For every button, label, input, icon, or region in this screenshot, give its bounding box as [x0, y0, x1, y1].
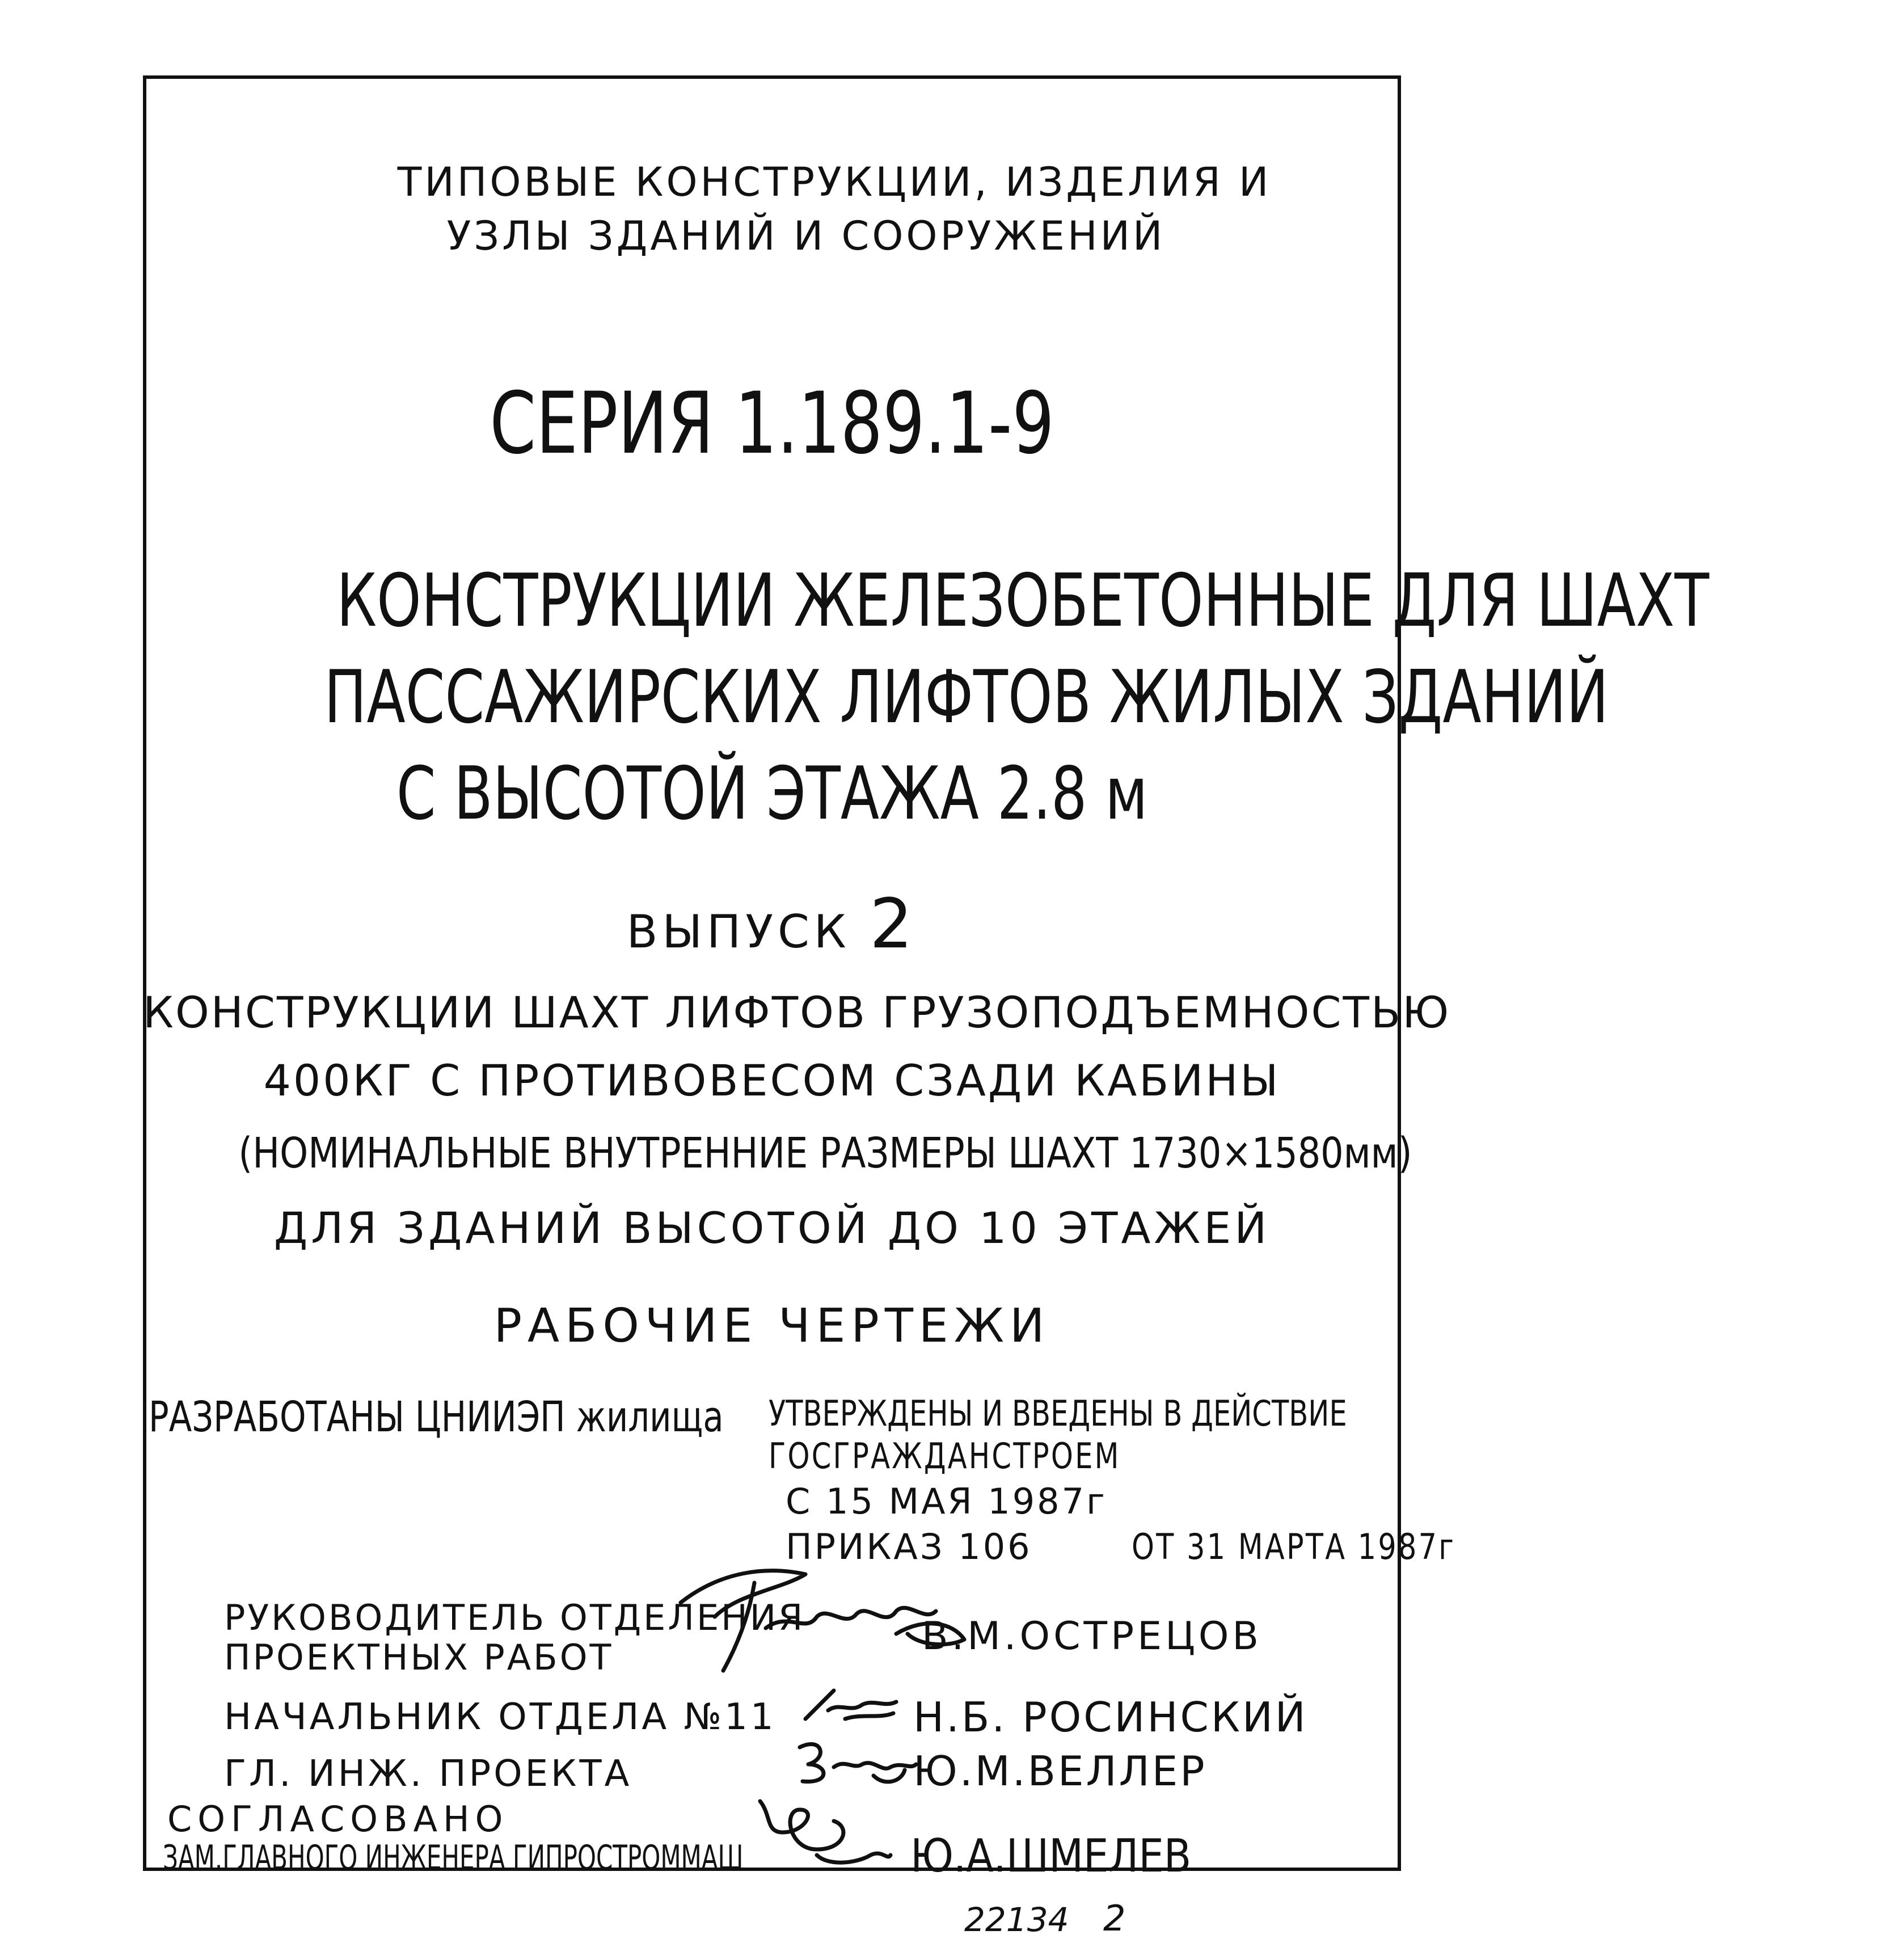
- header-line-1-text: ТИПОВЫЕ КОНСТРУКЦИИ, ИЗДЕЛИЯ И: [397, 159, 1272, 205]
- developed-by: [149, 1393, 867, 1441]
- description-line-4-text: ДЛЯ ЗДАНИЙ ВЫСОТОЙ ДО 10 ЭТАЖЕЙ: [273, 1203, 1271, 1253]
- agreed-label-text: СОГЛАСОВАНО: [167, 1798, 509, 1840]
- agreed-role-text: ЗАМ.ГЛАВНОГО ИНЖЕНЕРА ГИПРОСТРОММАШ: [163, 1838, 744, 1878]
- signatory-2-name-text: Н.Б. РОСИНСКИЙ: [913, 1693, 1308, 1741]
- signature-shmelev-icon: [749, 1793, 896, 1872]
- approved-line-2: [769, 1435, 1209, 1477]
- approved-order-date-text: ОТ 31 МАРТА 1987г: [1132, 1526, 1456, 1567]
- description-line-2: [143, 1055, 1401, 1106]
- agreed-name: [910, 1830, 1230, 1882]
- series-text: СЕРИЯ 1.189.1-9: [490, 374, 1054, 473]
- signatory-1-role-line-2-text: ПРОЕКТНЫХ РАБОТ: [224, 1637, 614, 1678]
- description-line-3: [143, 1129, 1412, 1178]
- signature-ostretsov-icon: [669, 1549, 987, 1691]
- approved-line-2-text: ГОСГРАЖДАНСТРОЕМ: [769, 1435, 1121, 1477]
- description-line-1-text: КОНСТРУКЦИИ ШАХТ ЛИФТОВ ГРУЗОПОДЪЕМНОСТЬЮ: [143, 987, 1451, 1038]
- signatory-3-role: [224, 1753, 632, 1795]
- description-line-3-text: (НОМИНАЛЬНЫЕ ВНУТРЕННИЕ РАЗМЕРЫ ШАХТ 1730×1580мм): [238, 1129, 1412, 1178]
- agreed-label: [167, 1798, 508, 1840]
- approved-line-1-text: УТВЕРЖДЕНЫ И ВВЕДЕНЫ В ДЕЙСТВИЕ: [769, 1393, 1347, 1434]
- title-line-3-text: С ВЫСОТОЙ ЭТАЖА 2.8 м: [396, 752, 1148, 836]
- signatory-2-name: [913, 1693, 1308, 1741]
- title-line-2-text: ПАССАЖИРСКИХ ЛИФТОВ ЖИЛЫХ ЗДАНИЙ: [324, 655, 1609, 740]
- approved-line-1: [769, 1393, 1492, 1434]
- agreed-name-text: Ю.А.ШМЕЛЕВ: [910, 1830, 1192, 1882]
- title-line-1: [143, 559, 1710, 643]
- signatory-3-role-text: ГЛ. ИНЖ. ПРОЕКТА: [224, 1753, 632, 1795]
- footer-page-number: [1103, 1898, 1125, 1939]
- issue-label: ВЫПУСК: [626, 905, 851, 958]
- series-title: [143, 374, 1401, 473]
- signatory-1-name-text: В.М.ОСТРЕЦОВ: [922, 1614, 1263, 1659]
- approved-order-date: [1132, 1526, 1527, 1567]
- title-line-1-text: КОНСТРУКЦИИ ЖЕЛЕЗОБЕТОННЫЕ ДЛЯ ШАХТ: [336, 559, 1710, 643]
- title-line-3: [143, 752, 1401, 836]
- signatory-1-role-line-2: [224, 1637, 613, 1678]
- working-drawings-text: РАБОЧИЕ ЧЕРТЕЖИ: [493, 1299, 1050, 1353]
- signature-rosinsky-icon: [794, 1679, 908, 1730]
- signatory-2-role: [224, 1696, 777, 1738]
- header-line-1: [143, 159, 1463, 205]
- description-line-2-text: 400КГ С ПРОТИВОВЕСОМ СЗАДИ КАБИНЫ: [263, 1055, 1281, 1106]
- issue-number: 2: [870, 885, 918, 964]
- working-drawings-heading: [143, 1299, 1401, 1353]
- issue-heading: [143, 885, 1401, 964]
- signatory-1-role-line-1-text: РУКОВОДИТЕЛЬ ОТДЕЛЕНИЯ: [224, 1597, 805, 1638]
- header-line-2-text: УЗЛЫ ЗДАНИЙ И СООРУЖЕНИЙ: [446, 213, 1166, 259]
- signatory-2-role-text: НАЧАЛЬНИК ОТДЕЛА №11: [224, 1696, 777, 1738]
- footer-doc-number-text: 22134: [964, 1900, 1069, 1939]
- title-line-2: [143, 655, 1609, 740]
- description-line-1: [143, 987, 1451, 1038]
- signatory-3-name: [913, 1747, 1207, 1795]
- footer-doc-number: [964, 1900, 1069, 1939]
- approved-date-text: С 15 МАЯ 1987г: [786, 1481, 1107, 1522]
- approved-order-text: ПРИКАЗ 106: [786, 1526, 1032, 1567]
- header-line-2: [143, 213, 1435, 259]
- signature-veller-icon: [788, 1730, 925, 1793]
- approved-date: [786, 1481, 1107, 1522]
- description-line-4: [143, 1203, 1401, 1253]
- developed-by-text: РАЗРАБОТАНЫ ЦНИИЭП жилища: [149, 1393, 724, 1441]
- signatory-3-name-text: Ю.М.ВЕЛЛЕР: [913, 1747, 1207, 1795]
- footer-page-number-text: 2: [1103, 1898, 1126, 1939]
